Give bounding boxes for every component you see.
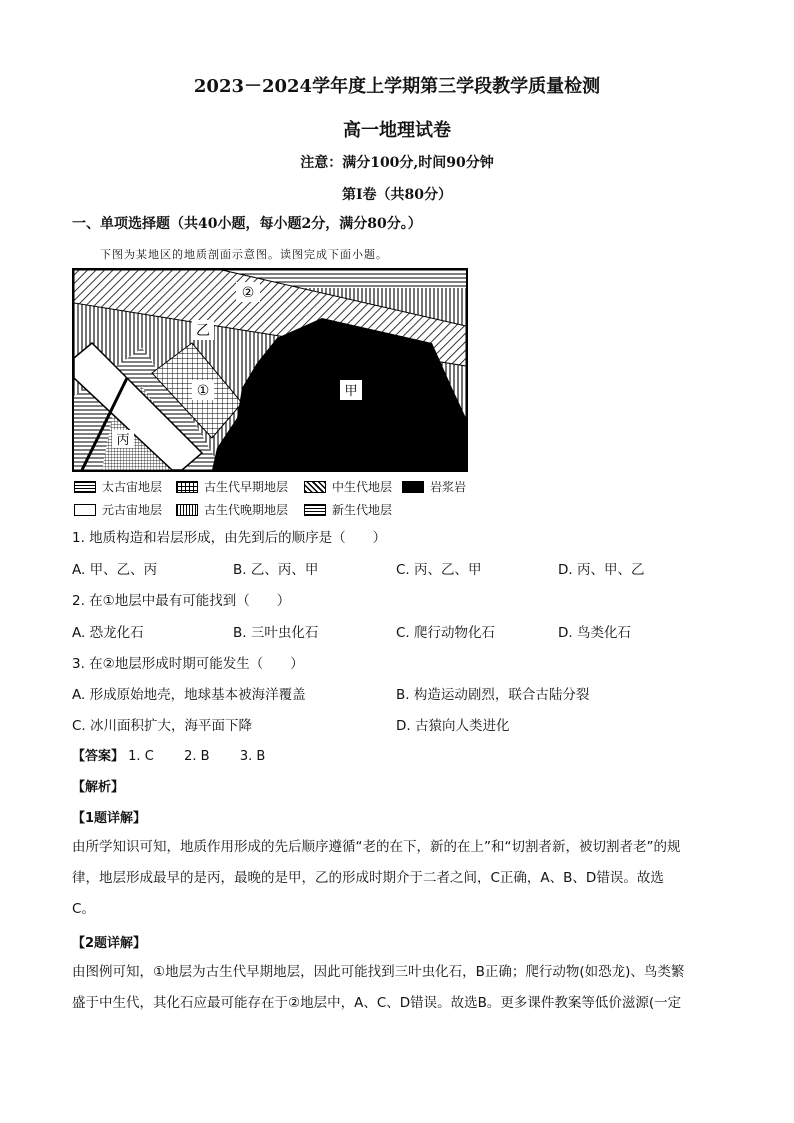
legend-mesozoic: 中生代地层 (304, 478, 392, 495)
q1-detail-text: 由所学知识可知，地质作用形成的先后顺序遵循“老的在下，新的在上”和“切割者新，被切割者老”的规 律，地层形成最早的是丙，最晚的是甲，乙的形成时期介于二者之间，C正确，A、B、D错误。故选 C。 (72, 839, 681, 917)
question-1-option-a[interactable]: A. 甲、乙、丙 (72, 562, 158, 578)
answer-row (72, 745, 265, 764)
answer-1: 1. C (128, 749, 154, 764)
analysis-label: 【解析】 (72, 780, 125, 795)
label-jia: 甲 (344, 384, 358, 399)
question-3-option-d[interactable]: D. 古猿向人类进化 (396, 718, 510, 734)
label-yi: 乙 (196, 323, 210, 339)
legend-archean: 太古宙地层 (74, 478, 162, 495)
question-2-option-c[interactable]: C. 爬行动物化石 (396, 625, 496, 641)
exam-title: 2023－2024学年度上学期第三学段教学质量检测 (193, 76, 601, 97)
label-two: ② (241, 285, 255, 301)
answer-2: 2. B (184, 749, 210, 764)
question-3-option-c[interactable]: C. 冰川面积扩大，海平面下降 (72, 718, 253, 734)
volume-label: 第I卷（共80分） (341, 187, 453, 203)
legend-proterozoic: 元古宙地层 (74, 501, 162, 518)
answer-3: 3. B (239, 749, 266, 764)
legend-late-paleozoic: 古生代晚期地层 (176, 501, 288, 518)
q2-detail-text: 由图例可知，①地层为古生代早期地层，因此可能找到三叶虫化石，B正确；爬行动物(如恐龙)、鸟类繁 盛于中生代，其化石应最可能存在于②地层中，A、C、D错误。故选B。更多课件教案等低价滋源(一定 (72, 964, 685, 1011)
label-one: ① (196, 383, 210, 399)
legend-magma: 岩浆岩 (402, 478, 466, 495)
question-3-option-b[interactable]: B. 构造运动剧烈，联合古陆分裂 (396, 687, 590, 703)
legend-cenozoic: 新生代地层 (304, 501, 392, 518)
question-1-option-b[interactable]: B. 乙、丙、甲 (233, 562, 319, 578)
question-2-stem: 2. 在①地层中最有可能找到（ ） (72, 593, 291, 609)
question-2-option-d[interactable]: D. 鸟类化石 (558, 625, 631, 641)
exam-subtitle: 高一地理试卷 (343, 120, 451, 141)
figure-intro: 下图为某地区的地质剖面示意图。读图完成下面小题。 (100, 248, 388, 261)
legend-early-paleozoic: 古生代早期地层 (176, 478, 288, 495)
question-2-option-b[interactable]: B. 三叶虫化石 (233, 625, 319, 641)
q1-detail-heading: 【1题详解】 (72, 811, 147, 826)
question-1-option-c[interactable]: C. 丙、乙、甲 (396, 562, 482, 578)
q2-detail-heading: 【2题详解】 (72, 936, 147, 951)
question-1-stem: 1. 地质构造和岩层形成，由先到后的顺序是（ ） (72, 530, 387, 546)
section-heading: 一、单项选择题（共40小题，每小题2分，满分80分。） (72, 216, 422, 232)
answer-label: 【答案】 (72, 749, 125, 764)
question-2-option-a[interactable]: A. 恐龙化石 (72, 625, 144, 641)
question-1-option-d[interactable]: D. 丙、甲、乙 (558, 562, 645, 578)
exam-note: 注意：满分100分,时间90分钟 (300, 155, 494, 171)
question-3-option-a[interactable]: A. 形成原始地壳，地球基本被海洋覆盖 (72, 687, 306, 703)
question-3-stem: 3. 在②地层形成时期可能发生（ ） (72, 656, 304, 672)
label-bing: 丙 (116, 433, 130, 448)
geologic-section-figure (72, 268, 468, 472)
